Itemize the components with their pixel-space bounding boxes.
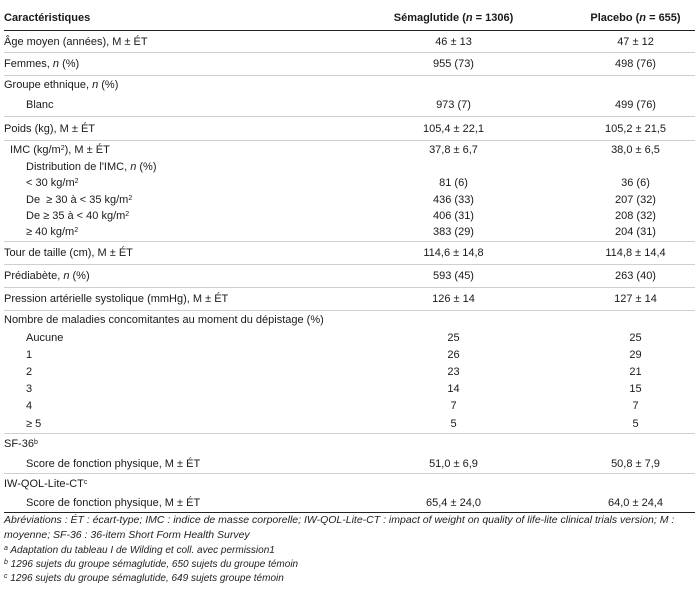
row-value-placebo: 7 (632, 400, 639, 412)
row-label: Groupe ethnique, n (%) (4, 76, 331, 95)
abbreviations-note: Abréviations : ÉT : écart-type; IMC : indice de masse corporelle; IW-QOL-Lite-CT : impact of weight on quality of life-lite clinical trials version; M : moyenne; SF-36 : 36-item Short Form Health Survey (4, 514, 675, 541)
row-label: Âge moyen (années), M ± ÉT (4, 31, 331, 53)
row-label: De ≥ 30 à < 35 $kg/m^2$ (26, 193, 133, 206)
table-row (4, 415, 695, 434)
row-label: 3 (26, 383, 33, 395)
row-value-semaglutide: 126 ± 14 (331, 288, 576, 311)
row-value-semaglutide: 7 (450, 400, 457, 412)
row-value-placebo: 5 (632, 417, 639, 430)
row-label: IMC $(kg/m^2)$, M ± ÉT (4, 141, 331, 160)
characteristics-table (4, 6, 695, 513)
row-label: 2 (26, 366, 33, 378)
row-value-placebo: 207 (32) (615, 193, 656, 206)
row-value-semaglutide: 37,8 ± 6,7 (331, 141, 576, 160)
table-row (4, 95, 695, 117)
row-label: Nombre de maladies concomitantes au moment du dépistage (%) (4, 311, 695, 330)
row-value-placebo: 47 ± 12 (576, 31, 695, 53)
row-label: 4 (26, 400, 33, 412)
row-label: Distribution de l'IMC, n (%) (26, 161, 157, 173)
row-value-semaglutide: 23 (447, 366, 460, 378)
row-value-semaglutide: 593 (45) (331, 265, 576, 288)
table-row (4, 474, 695, 494)
table-row (4, 192, 695, 208)
row-value-semaglutide: 973 (7) (436, 99, 471, 112)
row-label: Score de fonction physique, M ± ÉT (4, 494, 331, 513)
table-row (4, 434, 695, 455)
row-value-placebo: 64,0 ± 24,4 (576, 494, 695, 513)
row-label: Aucune (26, 332, 64, 344)
table-row (4, 31, 695, 53)
row-value-placebo: 127 ± 14 (576, 288, 695, 311)
table-row (4, 224, 695, 242)
table-row (4, 330, 695, 347)
row-value-placebo: 50,8 ± 7,9 (611, 457, 660, 470)
table-row (4, 494, 695, 513)
header-semaglutide: Sémaglutide (n = 1306) (331, 6, 576, 31)
row-value-semaglutide: 25 (447, 332, 460, 344)
row-value-placebo: 499 (76) (615, 99, 656, 112)
table-row (4, 76, 695, 95)
row-value-semaglutide: 436 (33) (433, 193, 474, 206)
footnote-a: $^a$ Adaptation du tableau I de Wilding et coll. avec permission1 (4, 545, 275, 556)
footnote-c: $^c$ 1296 sujets du groupe sémaglutide, 649 sujets groupe témoin (4, 573, 284, 584)
row-value-semaglutide: 65,4 ± 24,0 (331, 494, 576, 513)
row-label: < 30 $kg/m^2$ (26, 177, 79, 189)
row-value-semaglutide: 955 (73) (331, 53, 576, 76)
table-row (4, 398, 695, 415)
table-row (4, 242, 695, 265)
row-label: Blanc (26, 99, 54, 112)
table-row (4, 175, 695, 192)
row-label: Poids (kg), M ± ÉT (4, 117, 331, 141)
table-header-row (4, 6, 695, 31)
row-value-placebo: 204 (31) (615, 226, 656, 239)
row-value-placebo: 15 (629, 383, 642, 395)
table-row (4, 288, 695, 311)
row-label: Score de fonction physique, M ± ÉT (26, 457, 201, 470)
row-value-semaglutide: 14 (447, 383, 460, 395)
row-value-placebo: 21 (629, 366, 642, 378)
row-value-semaglutide: 26 (447, 349, 460, 361)
row-label: SF-36$^b$ (4, 434, 695, 455)
row-value-placebo: 114,8 ± 14,4 (576, 242, 695, 265)
header-characteristics: Caractéristiques (4, 6, 331, 31)
row-value-semaglutide: 51,0 ± 6,9 (429, 457, 478, 470)
table-row (4, 208, 695, 224)
footnote-b: $^b$ 1296 sujets du groupe sémaglutide, 650 sujets du groupe témoin (4, 559, 299, 570)
row-value-placebo: 36 (6) (621, 177, 650, 189)
row-label: ≥ 40 $kg/m^2$ (26, 226, 79, 239)
row-value-placebo: 498 (76) (576, 53, 695, 76)
table-row (4, 265, 695, 288)
row-value-placebo: 25 (629, 332, 642, 344)
row-value-semaglutide: 5 (450, 417, 457, 430)
table-row (4, 347, 695, 364)
table-row (4, 311, 695, 330)
row-label: ≥ 5 (26, 417, 42, 430)
row-value-placebo: 29 (629, 349, 642, 361)
row-label: De ≥ 35 à < 40 $kg/m^2$ (26, 209, 130, 222)
row-value-semaglutide: 383 (29) (433, 226, 474, 239)
header-placebo: Placebo (n = 655) (576, 6, 695, 31)
row-value-semaglutide: 81 (6) (439, 177, 468, 189)
row-label: Femmes, n (%) (4, 53, 331, 76)
table-row (4, 53, 695, 76)
table-footnotes (4, 513, 695, 586)
row-label: Prédiabète, n (%) (4, 265, 331, 288)
table-row (4, 160, 695, 175)
table-row (4, 381, 695, 398)
row-value-placebo: 263 (40) (576, 265, 695, 288)
table-row (4, 455, 695, 474)
row-label: $IW-QOL-Lite-CT^c$ (4, 474, 695, 494)
row-label: Tour de taille (cm), M ± ÉT (4, 242, 331, 265)
row-value-placebo: 208 (32) (615, 209, 656, 222)
row-value-placebo: 105,2 ± 21,5 (576, 117, 695, 141)
row-value-semaglutide: 114,6 ± 14,8 (331, 242, 576, 265)
row-value-semaglutide: 46 ± 13 (331, 31, 576, 53)
row-value-placebo: 38,0 ± 6,5 (576, 141, 695, 160)
row-label: Pression artérielle systolique (mmHg), M ± ÉT (4, 288, 331, 311)
row-value-semaglutide: 406 (31) (433, 209, 474, 222)
row-value-semaglutide: 105,4 ± 22,1 (331, 117, 576, 141)
row-label: 1 (26, 349, 33, 361)
table-row (4, 141, 695, 160)
table-row (4, 117, 695, 141)
table-row (4, 364, 695, 381)
